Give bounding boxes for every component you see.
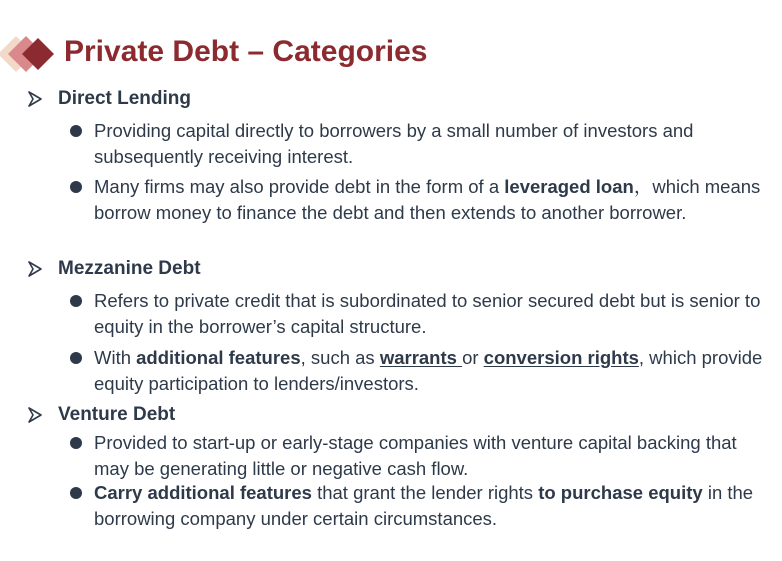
- warrants-link: warrants: [379, 347, 463, 368]
- emphasis-to-purchase-equity: to purchase equity: [538, 482, 703, 503]
- bullet-text: Providing capital directly to borrowers by a small number of investors and subsequently receiving interest.: [94, 120, 694, 167]
- diamond-logo-icon: [0, 34, 60, 74]
- bullet-text: Refers to private credit that is subordinated to senior secured debt but is senior to equity in the borrower’s capital structure.: [94, 290, 761, 337]
- bullet-text: With additional features, such as warrants or conversion rights, which provide equity participation to lenders/investors.: [94, 347, 763, 394]
- slide-title: Private Debt – Categories: [64, 35, 428, 68]
- bullet-dot-icon: [70, 295, 82, 307]
- arrow-bullet-icon: [28, 407, 42, 423]
- bullet-dot-icon: [70, 352, 82, 364]
- emphasis-leveraged-loan: leveraged loan: [504, 176, 634, 197]
- section-heading-venture-debt: Venture Debt: [58, 404, 176, 425]
- emphasis-additional-features: additional features: [136, 347, 301, 368]
- section-heading-direct-lending: Direct Lending: [58, 88, 192, 109]
- arrow-bullet-icon: [28, 261, 42, 277]
- section-heading-mezzanine-debt: Mezzanine Debt: [58, 258, 201, 279]
- bullet-dot-icon: [70, 125, 82, 137]
- bullet-text: Carry additional features that grant the lender rights to purchase equity in the borrowing company under certain circumstances.: [94, 482, 754, 529]
- emphasis-carry-additional-features: Carry additional features: [94, 482, 312, 503]
- bullet-text: Provided to start-up or early-stage companies with venture capital backing that may be generating little or negative cash flow.: [94, 432, 737, 479]
- bullet-dot-icon: [70, 487, 82, 499]
- conversion-rights-link: conversion rights: [483, 347, 639, 368]
- bullet-dot-icon: [70, 181, 82, 193]
- arrow-bullet-icon: [28, 91, 42, 107]
- bullet-dot-icon: [70, 437, 82, 449]
- bullet-text: Many firms may also provide debt in the form of a leveraged loan，which means borrow money to finance the debt and then extends to another borrower.: [94, 176, 761, 223]
